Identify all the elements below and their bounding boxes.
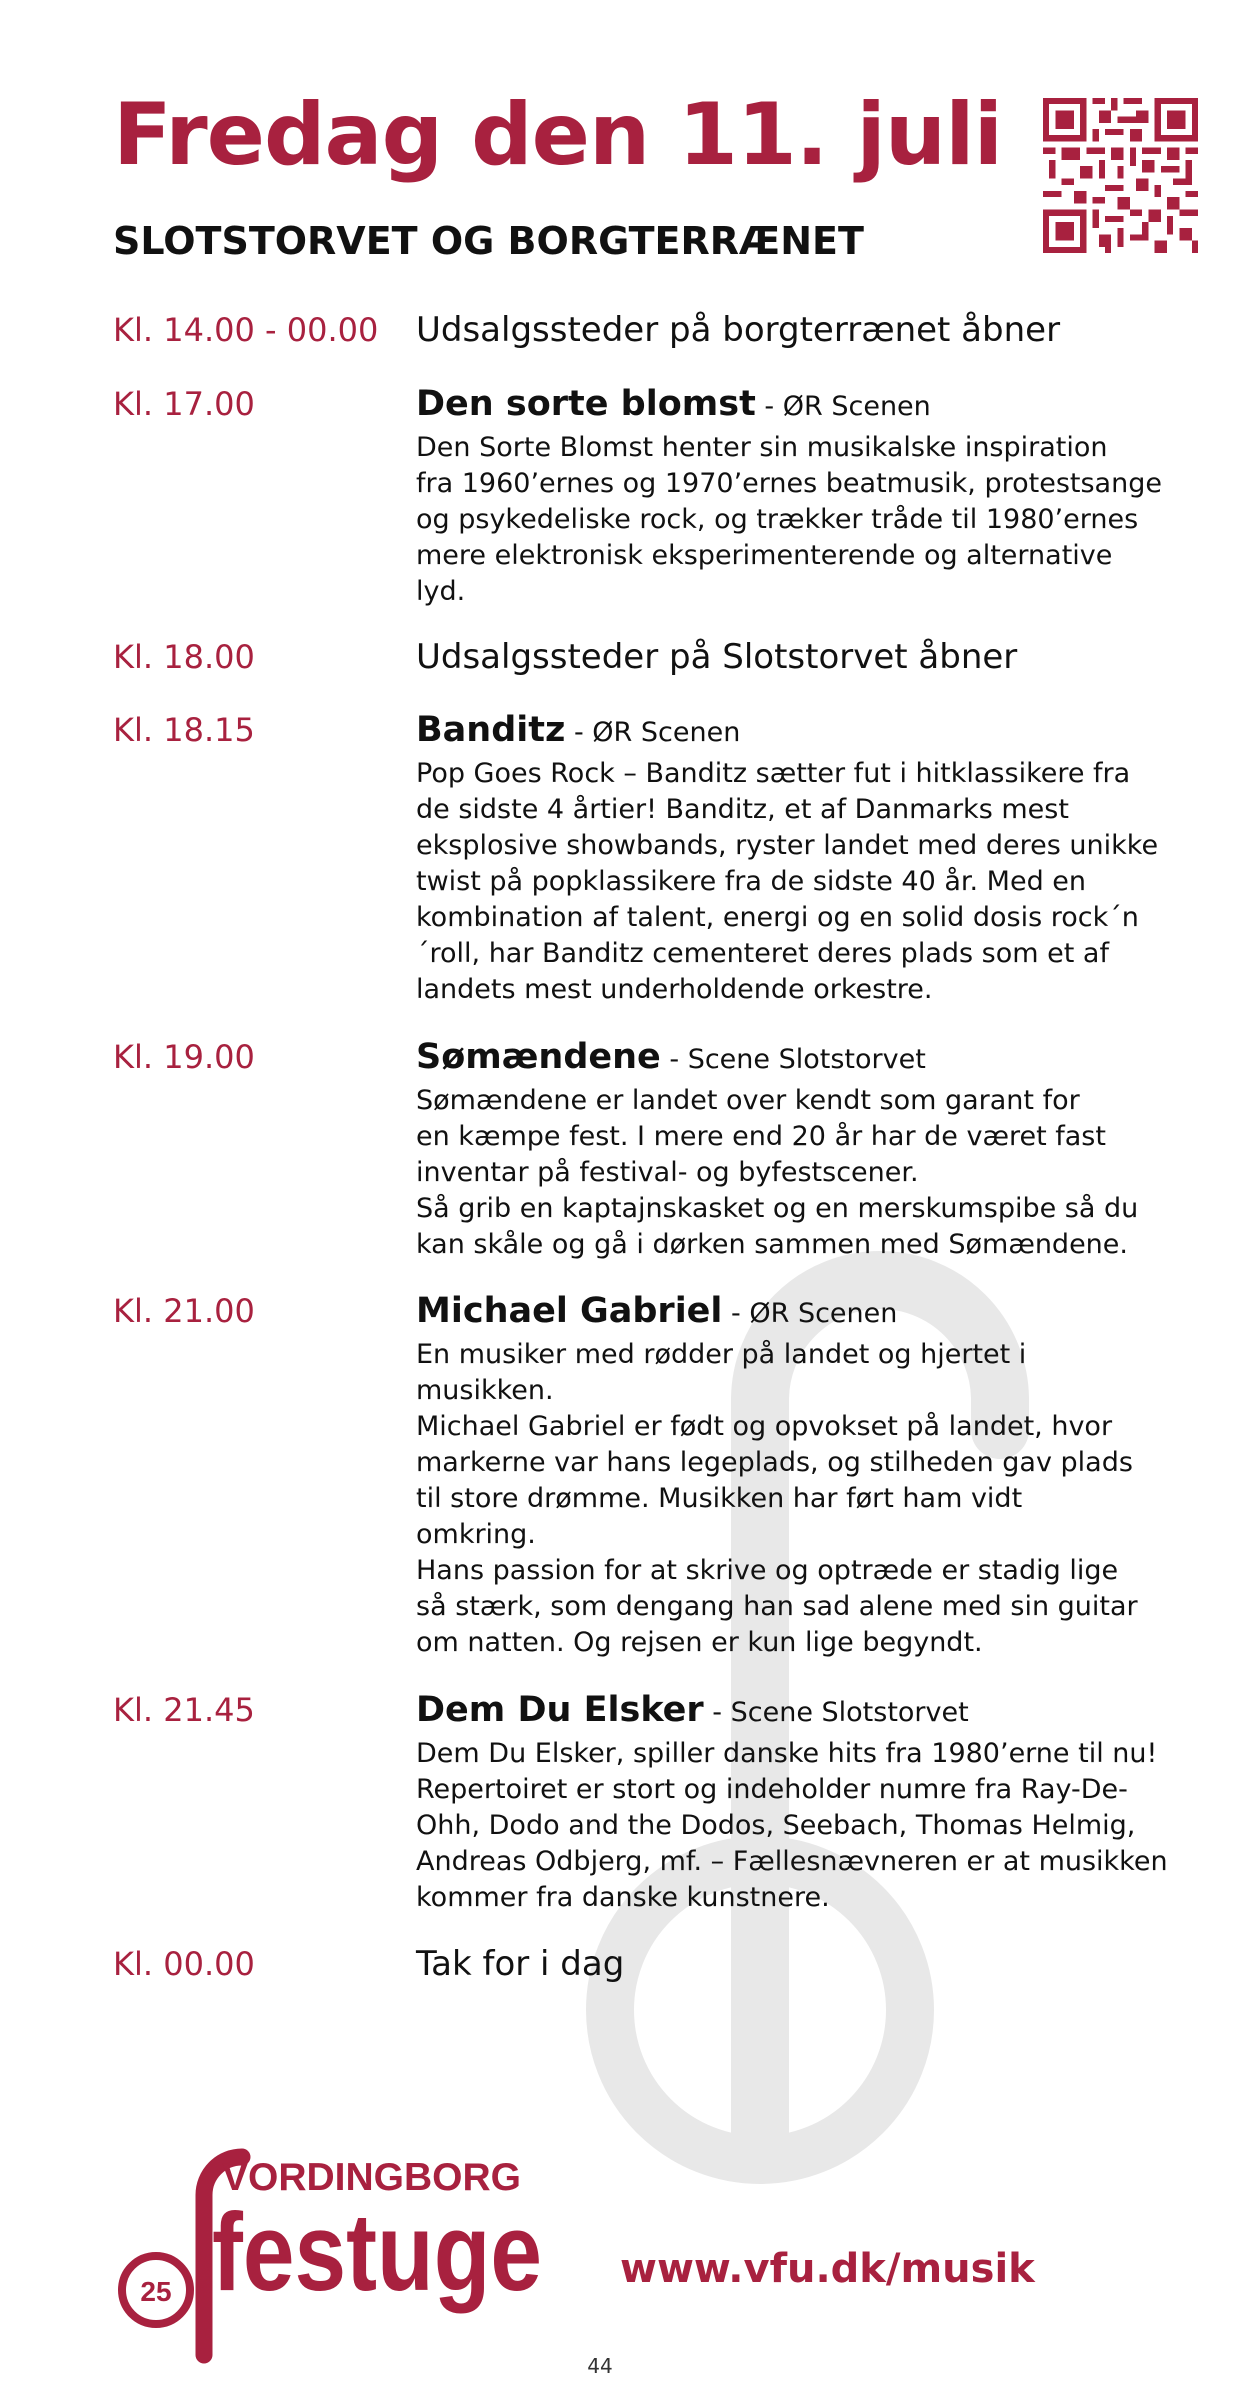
event-time: Kl. 14.00 - 00.00 bbox=[113, 311, 379, 349]
act-name: Sømændene bbox=[416, 1037, 661, 1077]
act-name: Dem Du Elsker bbox=[416, 1690, 704, 1730]
logo-wordmark: festuge bbox=[212, 2191, 542, 2314]
event-time: Kl. 21.00 bbox=[113, 1292, 255, 1330]
event-heading: Udsalgssteder på borgterrænet åbner bbox=[416, 310, 1061, 350]
stage-name: ØR Scenen bbox=[749, 1298, 898, 1329]
event-time: Kl. 19.00 bbox=[113, 1038, 255, 1076]
separator: - bbox=[660, 1044, 688, 1075]
act-name: Banditz bbox=[416, 710, 566, 750]
page-number: 44 bbox=[587, 2354, 613, 2378]
stage-name: ØR Scenen bbox=[592, 717, 741, 748]
anniversary-badge: 25 bbox=[140, 2276, 172, 2307]
venue-subtitle: SLOTSTORVET OG BORGTERRÆNET bbox=[113, 219, 864, 263]
separator: - bbox=[722, 1298, 750, 1329]
festival-logo bbox=[112, 2100, 552, 2330]
event-heading bbox=[416, 710, 1176, 756]
event-time: Kl. 21.45 bbox=[113, 1691, 255, 1729]
stage-name: ØR Scenen bbox=[782, 391, 931, 422]
event-heading bbox=[416, 1291, 1176, 1337]
event-time: Kl. 18.00 bbox=[113, 638, 255, 676]
act-description: En musiker med rødder på landet og hjertet i musikken. Michael Gabriel er født og opvokset på landet, hvor markerne var hans legeplads, og stilheden gav plads til store drømme. Musikken har ført ham vidt omkring. Hans passion for at skrive og optræde er stadig lige så stærk, som dengang han sad alene med sin guitar om natten. Og rejsen er kun lige begyndt. bbox=[416, 1339, 1138, 1658]
logo-city: VORDINGBORG bbox=[222, 2156, 522, 2199]
act-description: Sømændene er landet over kendt som garant for en kæmpe fest. I mere end 20 år har de været fast inventar på festival- og byfestscener. Så grib en kaptajnskasket og en merskumspibe så du kan skåle og gå i dørken sammen med Sømændene. bbox=[416, 1085, 1139, 1260]
qr-code-icon[interactable] bbox=[1043, 98, 1198, 253]
stage-name: Scene Slotstorvet bbox=[687, 1044, 926, 1075]
event-heading bbox=[416, 1037, 1176, 1083]
event-heading: Udsalgssteder på Slotstorvet åbner bbox=[416, 637, 1018, 677]
event-heading: Tak for i dag bbox=[416, 1944, 625, 1984]
act-description: Pop Goes Rock – Banditz sætter fut i hitklassikere fra de sidste 4 årtier! Banditz, et af Danmarks mest eksplosive showbands, ryster landet med deres unikke twist på popklassikere fra de sidste 40 år. Med en kombination af talent, energi og en solid dosis rock´n ´roll, har Banditz cementeret deres plads som et af landets mest underholdende orkestre. bbox=[416, 758, 1159, 1005]
website-link[interactable]: www.vfu.dk/musik bbox=[620, 2246, 1035, 2292]
separator: - bbox=[565, 717, 593, 748]
event-heading bbox=[416, 384, 1176, 430]
event-time: Kl. 00.00 bbox=[113, 1945, 255, 1983]
stage-name: Scene Slotstorvet bbox=[730, 1697, 969, 1728]
act-name: Den sorte blomst bbox=[416, 384, 756, 424]
act-description: Dem Du Elsker, spiller danske hits fra 1980’erne til nu! Repertoiret er stort og indeholder numre fra Ray-De- Ohh, Dodo and the Dodos, Seebach, Thomas Helmig, Andreas Odbjerg, mf. – Fællesnævneren er at musikken kommer fra danske kunstnere. bbox=[416, 1738, 1168, 1913]
page-title: Fredag den 11. juli bbox=[113, 85, 1003, 185]
event-heading bbox=[416, 1690, 1176, 1736]
act-name: Michael Gabriel bbox=[416, 1291, 723, 1331]
event-time: Kl. 17.00 bbox=[113, 385, 255, 423]
separator: - bbox=[703, 1697, 731, 1728]
separator: - bbox=[755, 391, 783, 422]
event-time: Kl. 18.15 bbox=[113, 711, 255, 749]
act-description: Den Sorte Blomst henter sin musikalske inspiration fra 1960’ernes og 1970’ernes beatmusik, protestsange og psykedeliske rock, og trækker tråde til 1980’ernes mere elektronisk eksperimenterende og alternative lyd. bbox=[416, 432, 1162, 607]
